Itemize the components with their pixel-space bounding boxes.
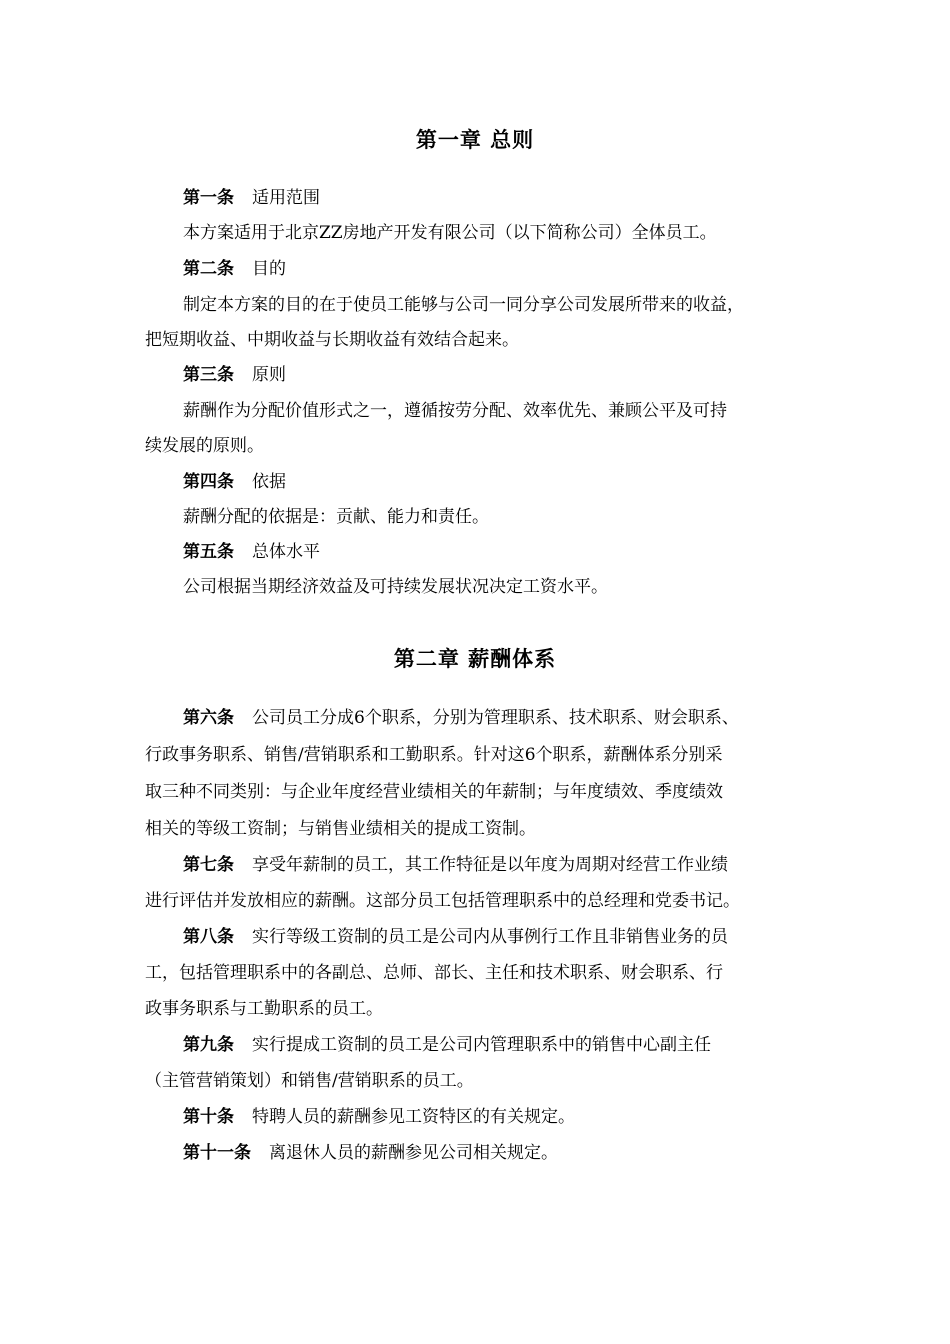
article-number: 第九条 bbox=[183, 1035, 234, 1055]
article-number: 第十一条 bbox=[183, 1143, 251, 1163]
paragraph-line: 政事务职系与工勤职系的员工。 bbox=[145, 999, 383, 1019]
article-number: 第十条 bbox=[183, 1107, 234, 1127]
article-title: 依据 bbox=[252, 472, 286, 492]
article-text: 实行等级工资制的员工是公司内从事例行工作且非销售业务的员 bbox=[252, 927, 728, 947]
article-paragraph bbox=[183, 925, 873, 949]
article-number: 第三条 bbox=[183, 365, 234, 385]
article-heading bbox=[183, 540, 873, 564]
paragraph-line: 公司根据当期经济效益及可持续发展状况决定工资水平。 bbox=[183, 577, 608, 597]
paragraph-line: 工，包括管理职系中的各副总、总师、部长、主任和技术职系、财会职系、行 bbox=[145, 963, 723, 983]
article-number: 第六条 bbox=[183, 708, 234, 728]
article-number: 第二条 bbox=[183, 259, 234, 279]
article-number: 第八条 bbox=[183, 927, 234, 947]
article-title: 总体水平 bbox=[252, 542, 320, 562]
article-text: 公司员工分成6个职系，分别为管理职系、技术职系、财会职系、 bbox=[252, 708, 739, 728]
article-paragraph bbox=[183, 1141, 873, 1165]
article-paragraph bbox=[183, 853, 873, 877]
article-heading bbox=[183, 363, 873, 387]
paragraph-line: 薪酬分配的依据是：贡献、能力和责任。 bbox=[183, 507, 489, 527]
paragraph-line: 进行评估并发放相应的薪酬。这部分员工包括管理职系中的总经理和党委书记。 bbox=[145, 891, 740, 911]
article-title: 原则 bbox=[252, 365, 286, 385]
paragraph-line: 取三种不同类别：与企业年度经营业绩相关的年薪制；与年度绩效、季度绩效 bbox=[145, 782, 723, 802]
article-number: 第一条 bbox=[183, 188, 234, 208]
article-text: 实行提成工资制的员工是公司内管理职系中的销售中心副主任 bbox=[252, 1035, 711, 1055]
article-number: 第七条 bbox=[183, 855, 234, 875]
paragraph-line: 薪酬作为分配价值形式之一，遵循按劳分配、效率优先、兼顾公平及可持 bbox=[183, 401, 727, 421]
paragraph-line: 相关的等级工资制；与销售业绩相关的提成工资制。 bbox=[145, 819, 536, 839]
paragraph-line: 续发展的原则。 bbox=[145, 436, 264, 456]
chapter-1-title: 第一章 总则 bbox=[415, 127, 535, 152]
article-title: 目的 bbox=[252, 259, 286, 279]
paragraph-line: 行政事务职系、销售/营销职系和工勤职系。针对这6个职系，薪酬体系分别采 bbox=[145, 745, 723, 765]
article-number: 第五条 bbox=[183, 542, 234, 562]
paragraph-line: 制定本方案的目的在于使员工能够与公司一同分享公司发展所带来的收益， bbox=[183, 295, 744, 315]
article-title: 适用范围 bbox=[252, 188, 320, 208]
article-heading bbox=[183, 470, 873, 494]
article-paragraph bbox=[183, 706, 873, 730]
article-text: 离退休人员的薪酬参见公司相关规定。 bbox=[269, 1143, 558, 1163]
article-text: 特聘人员的薪酬参见工资特区的有关规定。 bbox=[252, 1107, 575, 1127]
article-text: 享受年薪制的员工，其工作特征是以年度为周期对经营工作业绩 bbox=[252, 855, 728, 875]
paragraph-line: 本方案适用于北京ZZ房地产开发有限公司（以下简称公司）全体员工。 bbox=[183, 223, 717, 243]
article-paragraph bbox=[183, 1105, 873, 1129]
article-number: 第四条 bbox=[183, 472, 234, 492]
article-heading bbox=[183, 186, 873, 210]
paragraph-line: （主管营销策划）和销售/营销职系的员工。 bbox=[145, 1071, 474, 1091]
chapter-2-title: 第二章 薪酬体系 bbox=[393, 646, 557, 671]
article-heading bbox=[183, 257, 873, 281]
article-paragraph bbox=[183, 1033, 873, 1057]
paragraph-line: 把短期收益、中期收益与长期收益有效结合起来。 bbox=[145, 330, 519, 350]
